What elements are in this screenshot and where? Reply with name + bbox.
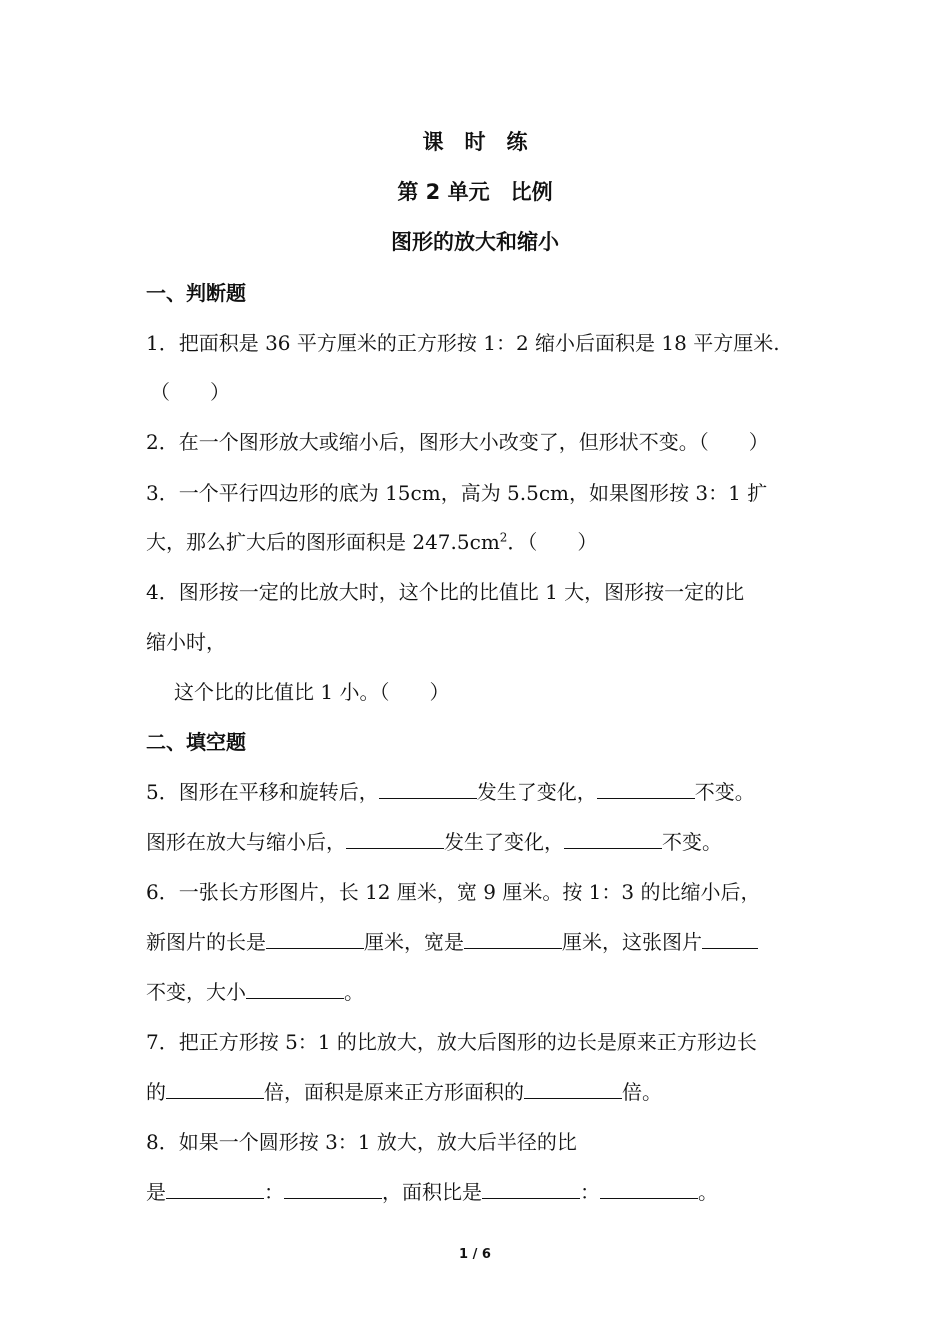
answer-blank[interactable] [564, 830, 662, 849]
ratio-colon: ： [580, 1180, 600, 1204]
answer-blank[interactable] [266, 930, 364, 949]
question-5-text: 图形在放大与缩小后， [146, 830, 346, 854]
question-1-line-1: 1．把面积是 36 平方厘米的正方形按 1：2 缩小后面积是 18 平方厘米. [146, 331, 780, 355]
question-4-line-1: 4．图形按一定的比放大时，这个比的比值比 1 大，图形按一定的比 [146, 580, 745, 604]
question-8-line-1: 8．如果一个圆形按 3：1 放大，放大后半径的比 [146, 1130, 577, 1154]
page-number: 1 / 6 [459, 1247, 491, 1262]
question-6-text: 不变，大小 [146, 980, 246, 1004]
question-8-line-2 [146, 1176, 718, 1205]
question-6-line-2 [146, 926, 758, 955]
answer-blank[interactable] [346, 830, 444, 849]
question-5-text: 不变。 [694, 780, 755, 804]
question-4-line-2: 缩小时， [146, 630, 226, 654]
question-6-text: 厘米，宽是 [364, 930, 464, 954]
question-7-line-1: 7．把正方形按 5：1 的比放大，放大后图形的边长是原来正方形边长 [146, 1030, 757, 1054]
question-6-line-3 [146, 976, 364, 1005]
question-3-line-1: 3．一个平行四边形的底为 15cm，高为 5.5cm，如果图形按 3：1 扩 [146, 481, 768, 505]
question-1-answer-brackets: （ ） [150, 380, 230, 404]
page-title: 课 时 练 [422, 130, 528, 154]
question-6-text: 新图片的长是 [146, 930, 266, 954]
superscript-exponent: 2 [499, 530, 508, 545]
question-7-text: 倍，面积是原来正方形面积的 [264, 1080, 524, 1104]
question-8-text: ，面积比是 [382, 1180, 482, 1204]
answer-blank[interactable] [166, 1080, 264, 1099]
section-heading-judgement: 一、判断题 [146, 281, 246, 305]
answer-blank[interactable] [524, 1080, 622, 1099]
question-6-line-1: 6．一张长方形图片，长 12 厘米，宽 9 厘米。按 1：3 的比缩小后， [146, 880, 761, 904]
answer-blank[interactable] [464, 930, 562, 949]
question-5-line-2 [146, 826, 722, 855]
question-4-line-3: 这个比的比值比 1 小。（ ） [174, 680, 450, 704]
answer-blank[interactable] [600, 1180, 698, 1199]
answer-blank[interactable] [166, 1180, 264, 1199]
ratio-colon: ： [264, 1180, 284, 1204]
answer-blank[interactable] [379, 780, 477, 799]
unit-title: 第 2 单元 比例 [397, 180, 553, 204]
answer-blank[interactable] [284, 1180, 382, 1199]
question-3-line-2 [146, 526, 597, 555]
section-heading-fill-in: 二、填空题 [146, 730, 246, 754]
answer-blank[interactable] [702, 930, 758, 949]
topic-title: 图形的放大和缩小 [391, 230, 559, 254]
question-8-text: 是 [146, 1180, 166, 1204]
question-7-text: 的 [146, 1080, 166, 1104]
answer-blank[interactable] [246, 980, 344, 999]
question-5-text: 发生了变化， [476, 780, 597, 804]
question-3-answer-brackets: ．（ ） [507, 530, 598, 554]
question-5-text: 发生了变化， [444, 830, 564, 854]
question-7-text: 倍。 [622, 1080, 662, 1104]
question-6-text: 。 [344, 980, 364, 1004]
question-3-text: 大，那么扩大后的图形面积是 247.5cm [146, 530, 500, 554]
question-6-text: 厘米，这张图片 [562, 930, 702, 954]
question-7-line-2 [146, 1076, 662, 1105]
question-2: 2．在一个图形放大或缩小后，图形大小改变了，但形状不变。（ ） [146, 430, 769, 454]
question-5-text: 不变。 [662, 830, 722, 854]
answer-blank[interactable] [597, 780, 695, 799]
question-5-line-1 [146, 776, 755, 805]
question-5-text: 5．图形在平移和旋转后， [146, 780, 379, 804]
answer-blank[interactable] [482, 1180, 580, 1199]
question-8-text: 。 [698, 1180, 718, 1204]
